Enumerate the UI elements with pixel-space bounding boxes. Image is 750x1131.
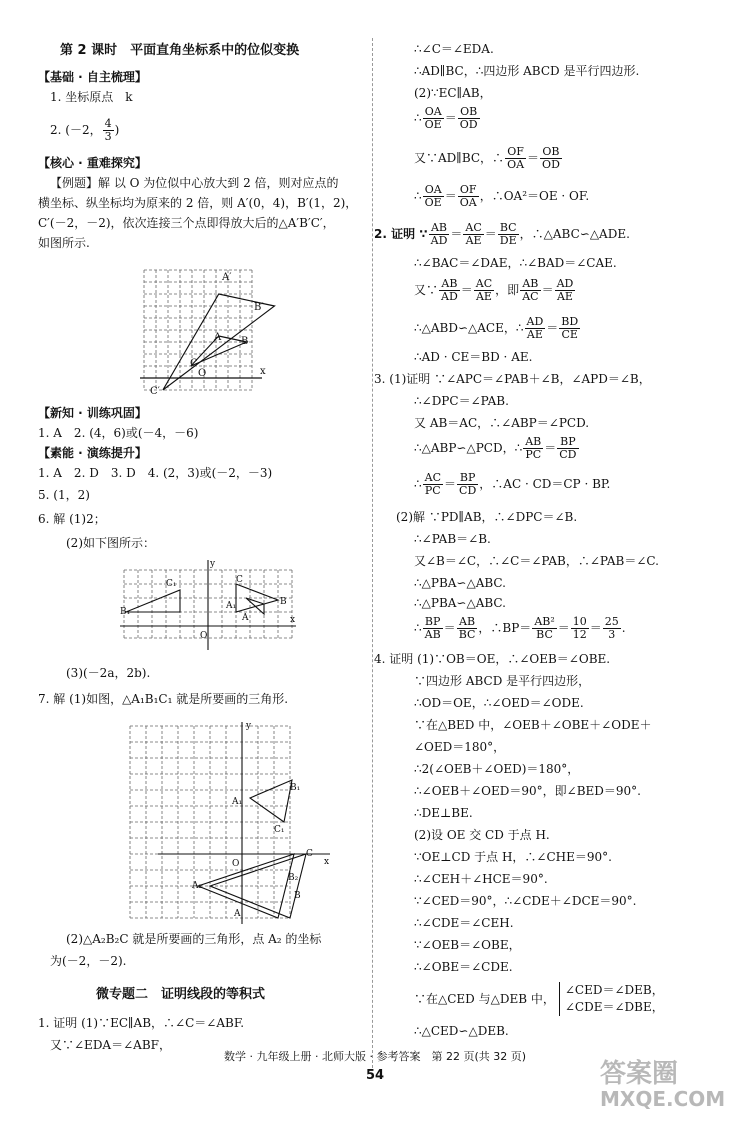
- page-footer: 数学 · 九年级上册 · 北师大版 · 参考答案 第 22 页(共 32 页): [223, 1050, 527, 1063]
- answer-line: (2)如下图所示：: [66, 536, 155, 550]
- answer-line: ∵∠OEB＝∠OBE，: [414, 938, 521, 952]
- point-label: y: [210, 559, 216, 569]
- answer-line: 2. (－2， $\frac{4}{3}$ ): [50, 117, 120, 143]
- answer-line: ∴∠C＝∠EDA.: [414, 42, 494, 56]
- point-label: A₂: [192, 881, 203, 891]
- answer-line: (2)△A₂B₂C 就是所要画的三角形，点 A₂ 的坐标: [66, 932, 322, 946]
- point-label: A₁: [232, 797, 243, 807]
- fraction: $\frac{BP}{CD}$: [559, 435, 577, 461]
- answer-line: ∵OE⊥CD 于点 H，∴∠CHE＝90°.: [414, 850, 612, 864]
- fraction: $\frac{AB}{PC}$: [525, 435, 542, 461]
- point-label: y: [246, 721, 252, 731]
- fraction: $\frac{10}{12}$: [572, 615, 587, 641]
- answer-line: ∴∠DPC＝∠PAB.: [414, 394, 509, 408]
- point-label: x: [324, 857, 330, 867]
- column-divider: [372, 38, 373, 1068]
- answer-line: 为(－2，－2).: [50, 954, 127, 968]
- fraction: $\frac{4}{3}$: [104, 117, 112, 143]
- answer-line: 又∵ $\frac{AB}{AD}$ ＝ $\frac{AC}{AE}$ ，即 $\frac{AB}{AC}$ ＝ $\frac{AD}{AE}$: [414, 277, 574, 303]
- answer-line: ∴AD∥BC，∴四边形 ABCD 是平行四边形.: [414, 64, 640, 78]
- fraction: $\frac{BP}{CD}$: [459, 471, 477, 497]
- answer-line: 又∵∠EDA＝∠ABF，: [50, 1038, 171, 1052]
- answer-line: 1. A 2. D 3. D 4. (2，3)或(－2，－3): [38, 466, 273, 480]
- point-label: A₁: [226, 601, 237, 611]
- fraction: $\frac{BC}{DE}$: [499, 221, 517, 247]
- fraction: $\frac{AB}{AD}$: [430, 221, 448, 247]
- answer-line: 4. 证明 (1)∵OB＝OE，∴∠OEB＝∠OBE.: [374, 652, 611, 666]
- answer-line: ∵在△BED 中，∠OEB＋∠OBE＋∠ODE＋: [414, 718, 652, 732]
- fraction: $\frac{BD}{CE}$: [561, 315, 579, 341]
- answer-line: (2)设 OE 交 CD 于点 H.: [414, 828, 550, 842]
- answer-line: (2)解 ∵PD∥AB，∴∠DPC＝∠B.: [396, 510, 578, 524]
- answer-line: ∴ $\frac{OA}{OE}$ ＝ $\frac{OF}{OA}$ ，∴OA²＝OE · OF.: [414, 183, 590, 209]
- answer-line: ∴∠PAB＝∠B.: [414, 532, 491, 546]
- answer-line: ∴△ABD∽△ACE，∴ $\frac{AD}{AE}$ ＝ $\frac{BD}{CE}$: [414, 315, 579, 341]
- answer-line: ∠OED＝180°，: [414, 740, 506, 754]
- point-label: B₁: [290, 783, 301, 793]
- answer-line: ∴ $\frac{AC}{PC}$ ＝ $\frac{BP}{CD}$ ，∴AC · CD＝CP · BP.: [414, 471, 611, 497]
- answer-line: ∴ $\frac{OA}{OE}$ ＝ $\frac{OB}{OD}$: [414, 105, 478, 131]
- answer-line: ∴∠OEB＋∠OED＝90°，即∠BED＝90°.: [414, 784, 641, 798]
- point-label: O: [198, 368, 207, 379]
- section-heading-basics: 【基础 · 自主梳理】: [38, 70, 147, 84]
- fraction: $\frac{OB}{OD}$: [459, 105, 478, 131]
- answer-line: 1. 证明 (1)∵EC∥AB，∴∠C＝∠ABF.: [38, 1016, 245, 1030]
- answer-line: 又∠B＝∠C，∴∠C＝∠PAB，∴∠PAB＝∠C.: [414, 554, 659, 568]
- answer-line: ∴DE⊥BE.: [414, 806, 473, 820]
- fraction: $\frac{OB}{OD}$: [542, 145, 560, 171]
- fraction: $\frac{AB}{AC}$: [522, 277, 539, 303]
- point-label: x: [260, 366, 266, 377]
- point-label: C₁: [274, 825, 285, 835]
- answer-line: 2. 证明 ∵ $\frac{AB}{AD}$ ＝ $\frac{AC}{AE}$ ＝ $\frac{BC}{DE}$ ，∴△ABC∽△ADE.: [374, 221, 630, 247]
- example-text: 【例题】解 以 O 为位似中心放大到 2 倍，则对应点的: [50, 176, 339, 190]
- answer-line: 又 AB＝AC，∴∠ABP＝∠PCD.: [414, 416, 590, 430]
- example-text: 横坐标、纵坐标均为原来的 2 倍，则 A′(0，4)，B′(1，2)，: [38, 196, 358, 210]
- section-heading-core: 【核心 · 重难探究】: [38, 156, 147, 170]
- fraction: $\frac{AC}{AE}$: [475, 277, 493, 303]
- watermark: 答案圈 MXQE.COM: [600, 1059, 726, 1111]
- point-label: C: [306, 849, 313, 859]
- fraction: $\frac{\text{AB²}}{BC}$: [534, 615, 555, 641]
- point-label: O: [232, 859, 240, 869]
- fraction: $\frac{OF}{OA}$: [507, 145, 525, 171]
- page-number: 54: [365, 1068, 385, 1083]
- answer-line: ∵∠CED＝90°，∴∠CDE＋∠DCE＝90°.: [414, 894, 637, 908]
- answer-line: 1. A 2. (4，6)或(－4，－6): [38, 426, 199, 440]
- point-label: C₁: [166, 579, 177, 589]
- point-label: C: [190, 358, 198, 369]
- answer-line: 7. 解 (1)如图，△A₁B₁C₁ 就是所要画的三角形.: [38, 692, 289, 706]
- point-label: A: [214, 332, 222, 343]
- answer-line: ∴∠CDE＝∠CEH.: [414, 916, 514, 930]
- answer-line: ∴∠CEH＋∠HCE＝90°.: [414, 872, 548, 886]
- point-label: O: [200, 631, 208, 641]
- point-label: B: [294, 891, 301, 901]
- answer-line: ∴∠OBE＝∠CDE.: [414, 960, 513, 974]
- answer-line: 1. 坐标原点 k: [50, 90, 133, 104]
- point-label: x: [290, 615, 296, 625]
- point-label: B: [280, 597, 287, 607]
- fraction: $\frac{OF}{OA}$: [459, 183, 477, 209]
- lesson-title: 第 2 课时 平面直角坐标系中的位似变换: [60, 43, 300, 58]
- answer-line: (3)(－2a，2b).: [66, 666, 151, 680]
- point-label: A: [234, 909, 241, 919]
- answer-line: 5. (1，2): [38, 488, 90, 502]
- answer-line: ∴△PBA∽△ABC.: [414, 576, 506, 590]
- coordinate-figure-q6: [118, 556, 298, 652]
- brace-system: ∠CED＝∠DEB， ∠CDE＝∠DBE，: [559, 982, 664, 1016]
- fraction: $\frac{BP}{AB}$: [424, 615, 441, 641]
- answer-line: ∵四边形 ABCD 是平行四边形，: [414, 674, 591, 688]
- answer-line: ∵在△CED 与△DEB 中， ∠CED＝∠DEB， ∠CDE＝∠DBE，: [414, 983, 664, 1014]
- point-label: B₂: [288, 873, 299, 883]
- point-label: B₁: [120, 607, 131, 617]
- section-heading-ability: 【素能 · 演练提升】: [38, 446, 147, 460]
- point-label: A: [242, 613, 249, 623]
- answer-line: ∴OD＝OE，∴∠OED＝∠ODE.: [414, 696, 584, 710]
- answer-line: (2)∵EC∥AB，: [414, 86, 492, 100]
- fraction: $\frac{AC}{PC}$: [424, 471, 442, 497]
- answer-line: ∴AD · CE＝BD · AE.: [414, 350, 533, 364]
- answer-line: 6. 解 (1)2；: [38, 512, 106, 526]
- topic-title: 微专题二 证明线段的等积式: [96, 987, 266, 1002]
- fraction: $\frac{OA}{OE}$: [424, 105, 442, 131]
- fraction: $\frac{AB}{AD}$: [441, 277, 458, 303]
- coordinate-figure-q7: [118, 720, 330, 926]
- fraction: $\frac{25}{3}$: [604, 615, 619, 641]
- point-label: B: [241, 336, 249, 347]
- section-heading-new: 【新知 · 训练巩固】: [38, 406, 147, 420]
- fraction: $\frac{AD}{AE}$: [526, 315, 544, 341]
- answer-line: ∴∠BAC＝∠DAE，∴∠BAD＝∠CAE.: [414, 256, 617, 270]
- answer-line: 又∵AD∥BC，∴ $\frac{OF}{OA}$ ＝ $\frac{OB}{OD}$: [414, 145, 560, 171]
- answer-line: ∴2(∠OEB＋∠OED)＝180°，: [414, 762, 580, 776]
- example-text: C′(－2，－2)，依次连接三个点即得放大后的△A′B′C′，: [38, 216, 335, 230]
- point-label: C: [236, 575, 243, 585]
- answer-line: 3. (1)证明 ∵∠APC＝∠PAB＋∠B，∠APD＝∠B，: [374, 372, 651, 386]
- fraction: $\frac{AD}{AE}$: [556, 277, 574, 303]
- point-label: C′: [150, 386, 160, 397]
- coordinate-figure-example: [138, 266, 270, 396]
- fraction: $\frac{OA}{OE}$: [424, 183, 442, 209]
- answer-line: ∴△ABP∽△PCD，∴ $\frac{AB}{PC}$ ＝ $\frac{BP}{CD}$: [414, 435, 577, 461]
- answer-line: ∴△CED∽△DEB.: [414, 1024, 509, 1038]
- answer-line: ∴△PBA∽△ABC.: [414, 596, 506, 610]
- point-label: A′: [222, 272, 232, 283]
- point-label: B′: [254, 302, 264, 313]
- example-text: 如图所示.: [38, 236, 90, 250]
- fraction: $\frac{AB}{BC}$: [458, 615, 476, 641]
- fraction: $\frac{AC}{AE}$: [465, 221, 482, 247]
- answer-line: ∴ $\frac{BP}{AB}$ ＝ $\frac{AB}{BC}$ ，∴BP＝ $\frac{\text{AB²}}{BC}$ ＝ $\frac{10}{12}$ ＝ $\frac{25}{3}$ .: [414, 615, 626, 641]
